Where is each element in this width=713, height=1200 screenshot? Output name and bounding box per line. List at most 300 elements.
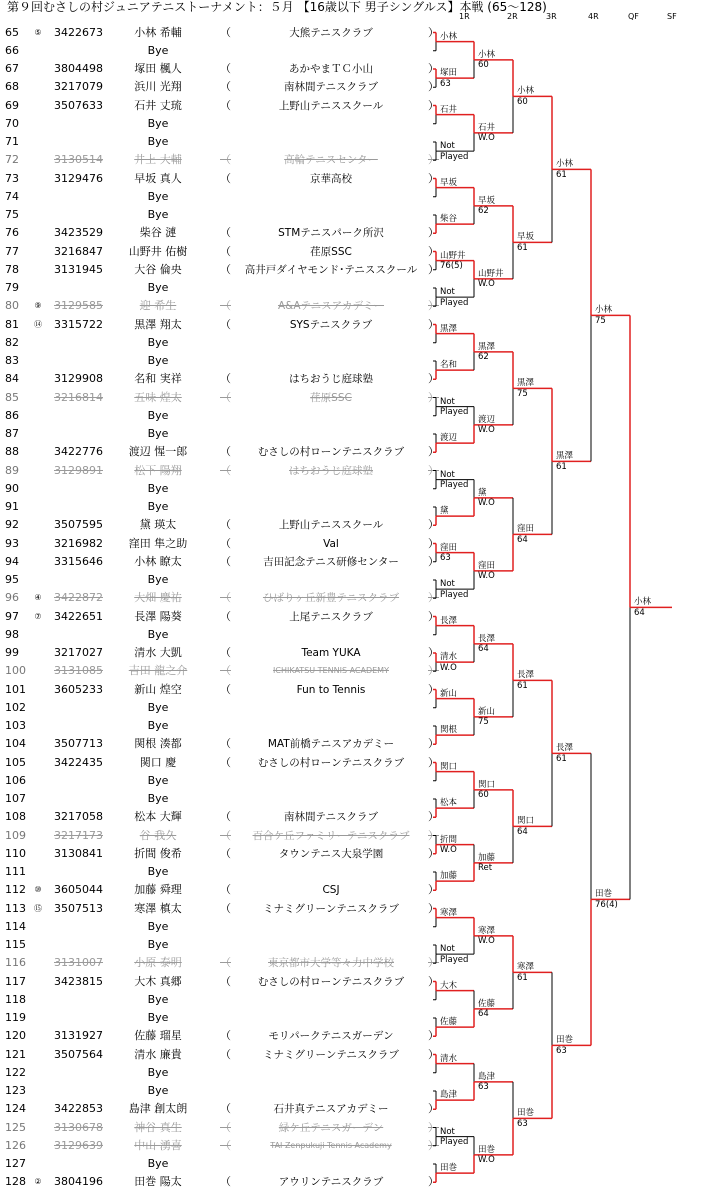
match-winner: 黛 (478, 487, 487, 498)
match-winner: 関根 (440, 725, 458, 736)
paren-open: （ (220, 153, 231, 167)
paren-open: （ (220, 1120, 231, 1134)
match-score: 64 (478, 644, 489, 655)
player-id: 3216814 (54, 390, 103, 404)
club-name: 大熊テニスクラブ (289, 26, 373, 39)
club-name: ミナミグリーンテニスクラブ (263, 902, 399, 915)
paren-open: （ (220, 828, 231, 842)
player-id: 3804498 (54, 62, 103, 75)
paren-open: （ (220, 518, 231, 532)
match-winner: 渡辺 (440, 433, 458, 444)
player-name: Bye (147, 135, 169, 148)
player-name: Bye (147, 481, 169, 495)
not-played-suffix: Played (440, 297, 469, 308)
player-id: 3217027 (54, 646, 103, 659)
not-played-suffix: Played (440, 407, 469, 418)
draw-number: 89 (5, 463, 19, 477)
paren-close: ） (428, 262, 439, 276)
seed-mark: ⑮ (34, 903, 42, 913)
not-played-suffix: Played (440, 151, 469, 162)
draw-number: 99 (5, 646, 19, 659)
paren-close: ） (428, 1120, 439, 1134)
player-name: 早坂 真人 (134, 171, 182, 185)
draw-number: 94 (5, 554, 19, 568)
draw-number: 80 (5, 299, 19, 313)
player-id: 3507595 (54, 518, 103, 532)
paren-open: （ (220, 591, 231, 605)
match-score: 61 (556, 169, 567, 180)
paren-close: ） (428, 1138, 439, 1152)
player-name: Bye (147, 938, 169, 951)
draw-number: 87 (5, 427, 19, 440)
club-name: ミナミグリーンテニスクラブ (263, 1048, 399, 1061)
match-winner: 黒澤 (517, 378, 535, 389)
player-name: 神谷 真生 (134, 1120, 182, 1134)
draw-number: 128 (5, 1175, 26, 1189)
round-label: 2R (507, 12, 518, 21)
player-name: Bye (147, 573, 169, 586)
match-score: 60 (478, 790, 489, 801)
match-score: 60 (517, 96, 528, 107)
player-id: 3131927 (54, 1029, 103, 1043)
match-winner: 早坂 (440, 177, 458, 188)
seed-mark: ⑤ (34, 27, 42, 37)
match-winner: Not (440, 469, 455, 480)
match-winner: Not (440, 1126, 455, 1137)
club-name: アウリンテニスクラブ (278, 1176, 384, 1189)
player-name: 松本 大輝 (134, 810, 182, 824)
player-name: Bye (147, 792, 169, 805)
match-winner: 山野井 (478, 268, 504, 279)
paren-open: （ (220, 536, 231, 550)
draw-number: 123 (5, 1084, 26, 1097)
paren-close: ） (428, 536, 439, 550)
draw-number: 85 (5, 390, 19, 404)
player-name: 迎 希生 (139, 299, 177, 313)
player-name: Bye (147, 208, 169, 221)
match-winner: 黒澤 (478, 341, 496, 352)
match-score: 75 (517, 388, 528, 399)
player-name: Bye (147, 627, 169, 641)
paren-close: ） (428, 25, 439, 39)
round-label: SF (667, 12, 677, 21)
draw-number: 66 (5, 43, 19, 57)
player-name: 関根 湊都 (134, 737, 182, 751)
paren-open: （ (220, 1029, 231, 1043)
match-winner: 寒澤 (440, 907, 458, 918)
club-name: はちおうじ庭球塾 (289, 464, 373, 477)
draw-number: 86 (5, 408, 19, 422)
player-id: 3129476 (54, 171, 103, 185)
match-winner: 清水 (440, 1053, 458, 1064)
draw-number: 109 (5, 828, 26, 842)
paren-open: （ (220, 80, 231, 94)
draw-number: 120 (5, 1029, 26, 1043)
match-winner: 島津 (440, 1090, 458, 1101)
not-played-suffix: Played (440, 589, 469, 600)
player-name: 新山 煌空 (134, 682, 182, 696)
draw-number: 73 (5, 171, 19, 185)
paren-open: （ (220, 62, 231, 75)
match-score: 64 (517, 826, 528, 837)
draw-number: 107 (5, 792, 26, 805)
player-id: 3130514 (54, 153, 103, 167)
player-name: 大木 真郷 (134, 974, 182, 988)
club-name: はちおうじ庭球塾 (289, 373, 373, 386)
match-winner: 黛 (440, 506, 449, 517)
player-id: 3129891 (54, 463, 103, 477)
paren-close: ） (428, 171, 439, 185)
match-winner: 新山 (478, 706, 496, 717)
club-name: 高井戸ダイヤモンド･テニススクール (244, 263, 418, 276)
match-winner: 柴谷 (440, 214, 458, 225)
player-id: 3315722 (54, 317, 103, 331)
player-name: Bye (147, 865, 169, 878)
club-name: 百合ケ丘ファミリーテニスクラブ (252, 829, 410, 842)
seed-mark: ⑭ (34, 319, 42, 329)
match-winner: 佐藤 (440, 1017, 458, 1028)
match-winner: 田巻 (556, 1035, 574, 1046)
player-id: 3423529 (54, 226, 103, 240)
paren-close: ） (428, 1047, 439, 1061)
draw-number: 91 (5, 500, 19, 513)
player-id: 3131007 (54, 956, 103, 970)
paren-close: ） (428, 317, 439, 331)
paren-open: （ (220, 646, 231, 659)
player-name: 名和 実祥 (134, 372, 182, 386)
paren-open: （ (220, 244, 231, 258)
player-name: 長澤 陽葵 (134, 609, 182, 623)
draw-number: 126 (5, 1138, 26, 1152)
match-score: 61 (556, 753, 567, 764)
match-winner: 石井 (478, 122, 496, 133)
round-label: 1R (459, 12, 470, 21)
paren-open: （ (220, 262, 231, 276)
club-name: Val (323, 537, 339, 550)
player-name: 柴谷 漣 (139, 226, 177, 240)
match-winner: 長澤 (517, 670, 535, 681)
draw-number: 115 (5, 938, 26, 951)
player-name: 渡辺 惺一郎 (128, 445, 188, 459)
paren-close: ） (428, 810, 439, 824)
draw-number: 84 (5, 372, 19, 386)
player-id: 3315646 (54, 554, 103, 568)
club-name: ひばりヶ丘新豊テニスクラブ (262, 592, 400, 605)
player-name: 島津 創太朗 (128, 1102, 188, 1116)
match-winner: 窪田 (517, 524, 535, 535)
player-name: 大畑 慶祐 (134, 591, 182, 605)
paren-open: （ (220, 810, 231, 824)
match-winner: 塚田 (440, 68, 458, 79)
match-winner: 松本 (440, 798, 458, 809)
match-score: 63 (440, 553, 451, 564)
player-name: Bye (147, 1084, 169, 1097)
match-score: 63 (517, 1118, 528, 1129)
match-winner: Not (440, 141, 455, 152)
club-name: 荏原SSC (310, 245, 352, 258)
paren-open: （ (220, 737, 231, 751)
paren-open: （ (220, 226, 231, 240)
club-name: TAI Zenpukuji Tennis Academy (270, 1140, 392, 1150)
player-name: 塚田 楓人 (134, 62, 182, 75)
player-name: Bye (147, 335, 169, 349)
draw-number: 92 (5, 518, 19, 532)
paren-open: （ (220, 445, 231, 459)
player-id: 3216982 (54, 536, 103, 550)
player-name: 清水 大凱 (134, 646, 182, 659)
player-name: 寒澤 槙太 (134, 901, 182, 915)
player-name: Bye (147, 500, 169, 513)
player-name: 清水 廉貴 (134, 1047, 182, 1061)
match-winner: Not (440, 944, 455, 955)
draw-number: 74 (5, 189, 19, 203)
paren-open: （ (220, 901, 231, 915)
draw-number: 70 (5, 116, 19, 130)
player-id: 3130678 (54, 1120, 103, 1134)
paren-close: ） (428, 956, 439, 970)
player-name: Bye (147, 992, 169, 1006)
club-name: 荏原SSC (310, 391, 352, 404)
match-winner: 小林 (517, 86, 535, 97)
club-name: 東京都市大学等々力中学校 (268, 957, 394, 970)
match-winner: 石井 (440, 104, 458, 115)
match-winner: Not (440, 579, 455, 590)
match-winner: 長澤 (440, 615, 458, 626)
draw-number: 101 (5, 682, 26, 696)
player-name: 吉田 龍之介 (128, 664, 188, 678)
paren-open: （ (220, 554, 231, 568)
club-name: Team YUKA (301, 647, 361, 659)
player-name: 折間 俊希 (134, 846, 182, 860)
draw-number: 102 (5, 700, 26, 714)
match-winner: 田巻 (440, 1163, 458, 1174)
draw-number: 65 (5, 25, 19, 39)
match-winner: 名和 (440, 360, 458, 371)
paren-close: ） (428, 299, 439, 313)
player-id: 3422651 (54, 609, 103, 623)
match-winner: 島津 (478, 1071, 496, 1082)
club-name: あかやまＴＣ小山 (289, 63, 373, 75)
paren-close: ） (428, 901, 439, 915)
player-id: 3605233 (54, 682, 103, 696)
paren-close: ） (428, 646, 439, 659)
not-played-suffix: Played (440, 480, 469, 491)
club-name: A&Aテニスアカデミー (277, 300, 385, 313)
match-winner: 早坂 (478, 195, 496, 206)
paren-close: ） (428, 372, 439, 386)
paren-open: （ (220, 171, 231, 185)
player-id: 3217079 (54, 80, 103, 94)
player-id: 3130841 (54, 846, 103, 860)
match-score: W.O (478, 571, 495, 582)
match-score: 62 (478, 352, 489, 363)
paren-open: （ (220, 98, 231, 112)
paren-close: ） (428, 463, 439, 477)
match-score: 61 (517, 242, 528, 253)
paren-close: ） (428, 244, 439, 258)
paren-close: ） (428, 518, 439, 532)
player-id: 3131085 (54, 664, 103, 678)
player-name: 窪田 隼之助 (128, 536, 188, 550)
draw-number: 105 (5, 755, 26, 769)
draw-number: 81 (5, 317, 19, 331)
club-name: Fun to Tennis (296, 683, 366, 696)
draw-number: 69 (5, 98, 19, 112)
draw-number: 68 (5, 80, 19, 94)
match-winner: 早坂 (517, 232, 535, 243)
match-winner: 小林 (478, 49, 496, 60)
match-winner: 黒澤 (556, 451, 574, 462)
match-score: 63 (440, 78, 451, 89)
match-score: Ret (478, 863, 493, 874)
player-id: 3131945 (54, 262, 103, 276)
club-name: SYSテニスクラブ (289, 318, 373, 331)
player-name: 加藤 舜理 (134, 883, 182, 897)
paren-close: ） (428, 883, 439, 897)
draw-number: 124 (5, 1102, 26, 1116)
match-winner: 関口 (478, 779, 496, 790)
draw-number: 113 (5, 901, 26, 915)
paren-open: （ (220, 1047, 231, 1061)
paren-close: ） (428, 755, 439, 769)
paren-close: ） (428, 1029, 439, 1043)
match-winner: Not (440, 287, 455, 298)
match-winner: 寒澤 (478, 925, 496, 936)
draw-number: 95 (5, 573, 19, 586)
draw-number: 79 (5, 281, 19, 294)
draw-number: 106 (5, 773, 26, 787)
match-winner: 黒澤 (440, 323, 458, 334)
draw-number: 118 (5, 992, 26, 1006)
club-name: 石井真テニスアカデミー (273, 1103, 389, 1116)
match-winner: Not (440, 396, 455, 407)
paren-open: （ (220, 317, 231, 331)
draw-number: 76 (5, 226, 19, 240)
player-name: Bye (147, 1157, 169, 1170)
player-name: 黒澤 翔太 (134, 317, 182, 331)
paren-close: ） (428, 226, 439, 240)
paren-close: ） (428, 390, 439, 404)
player-name: Bye (147, 719, 169, 732)
draw-number: 82 (5, 335, 19, 349)
paren-open: （ (220, 1175, 231, 1189)
club-name: 上野山テニススクール (278, 99, 384, 112)
player-id: 3422872 (54, 591, 103, 605)
match-score: 64 (478, 1009, 489, 1020)
player-id: 3507564 (54, 1047, 103, 1061)
draw-number: 125 (5, 1120, 26, 1134)
player-id: 3605044 (54, 883, 103, 897)
match-score: 61 (556, 461, 567, 472)
draw-number: 72 (5, 153, 19, 167)
player-id: 3129639 (54, 1138, 103, 1152)
match-winner: 田巻 (595, 889, 613, 900)
club-name: 緑ケ丘テニスガーデン (278, 1121, 384, 1134)
player-name: 山野井 佑樹 (128, 244, 188, 258)
match-score: W.O (478, 133, 495, 144)
draw-number: 96 (5, 591, 19, 605)
match-score: 76(5) (440, 261, 463, 272)
player-name: Bye (147, 1011, 169, 1024)
draw-number: 67 (5, 62, 19, 75)
match-score: 64 (634, 607, 645, 618)
player-name: 石井 丈琉 (134, 98, 182, 112)
player-name: 井上 大輔 (134, 153, 182, 167)
paren-open: （ (220, 1102, 231, 1116)
match-score: 75 (595, 315, 606, 326)
player-id: 3129908 (54, 372, 103, 386)
player-id: 3217058 (54, 810, 103, 824)
paren-open: （ (220, 1138, 231, 1152)
seed-mark: ⑨ (34, 301, 42, 311)
player-id: 3507633 (54, 98, 103, 112)
draw-number: 121 (5, 1047, 26, 1061)
paren-open: （ (220, 956, 231, 970)
draw-number: 112 (5, 883, 26, 897)
paren-close: ） (428, 846, 439, 860)
draw-number: 100 (5, 664, 26, 678)
paren-open: （ (220, 463, 231, 477)
match-score: W.O (478, 279, 495, 290)
player-name: Bye (147, 43, 169, 57)
player-id: 3422776 (54, 445, 103, 459)
draw-number: 90 (5, 481, 19, 495)
paren-open: （ (220, 609, 231, 623)
player-name: Bye (147, 189, 169, 203)
club-name: 南林間テニスクラブ (283, 81, 379, 94)
player-name: 小原 泰明 (134, 956, 182, 970)
paren-close: ） (428, 609, 439, 623)
player-name: 中山 湧喜 (134, 1138, 182, 1152)
match-winner: 山野井 (440, 250, 466, 261)
round-label: QF (628, 12, 639, 21)
player-name: Bye (147, 773, 169, 787)
club-name: MAT前橋テニスアカデミー (267, 738, 395, 751)
match-winner: 窪田 (478, 560, 496, 571)
match-winner: 加藤 (478, 852, 496, 863)
match-score: W.O (478, 498, 495, 509)
player-id: 3422673 (54, 25, 103, 39)
round-label: 3R (546, 12, 557, 21)
paren-close: ） (428, 80, 439, 94)
paren-open: （ (220, 664, 231, 678)
draw-number: 116 (5, 956, 26, 970)
draw-number: 97 (5, 609, 19, 623)
paren-close: ） (428, 828, 439, 842)
player-name: 大谷 倫央 (134, 262, 182, 276)
club-name: むさしの村ローンテニスクラブ (257, 756, 405, 769)
draw-number: 111 (5, 865, 26, 878)
draw-number: 75 (5, 208, 19, 221)
seed-mark: ④ (34, 593, 42, 603)
player-id: 3507713 (54, 737, 103, 751)
paren-close: ） (428, 974, 439, 988)
draw-number: 98 (5, 627, 19, 641)
club-name: 吉田記念テニス研修センター (263, 555, 399, 568)
player-name: Bye (147, 408, 169, 422)
draw-number: 117 (5, 974, 26, 988)
match-score: 62 (478, 206, 489, 217)
player-name: 谷 我久 (139, 828, 177, 842)
player-name: 関口 慶 (139, 755, 177, 769)
player-name: 小林 希輔 (134, 25, 182, 39)
match-score: 63 (478, 1082, 489, 1093)
match-score: W.O (440, 845, 457, 856)
match-score: W.O (440, 662, 457, 673)
paren-open: （ (220, 846, 231, 860)
club-name: モリパークテニスガーデン (268, 1030, 394, 1043)
player-name: 黛 瑛太 (139, 518, 177, 532)
